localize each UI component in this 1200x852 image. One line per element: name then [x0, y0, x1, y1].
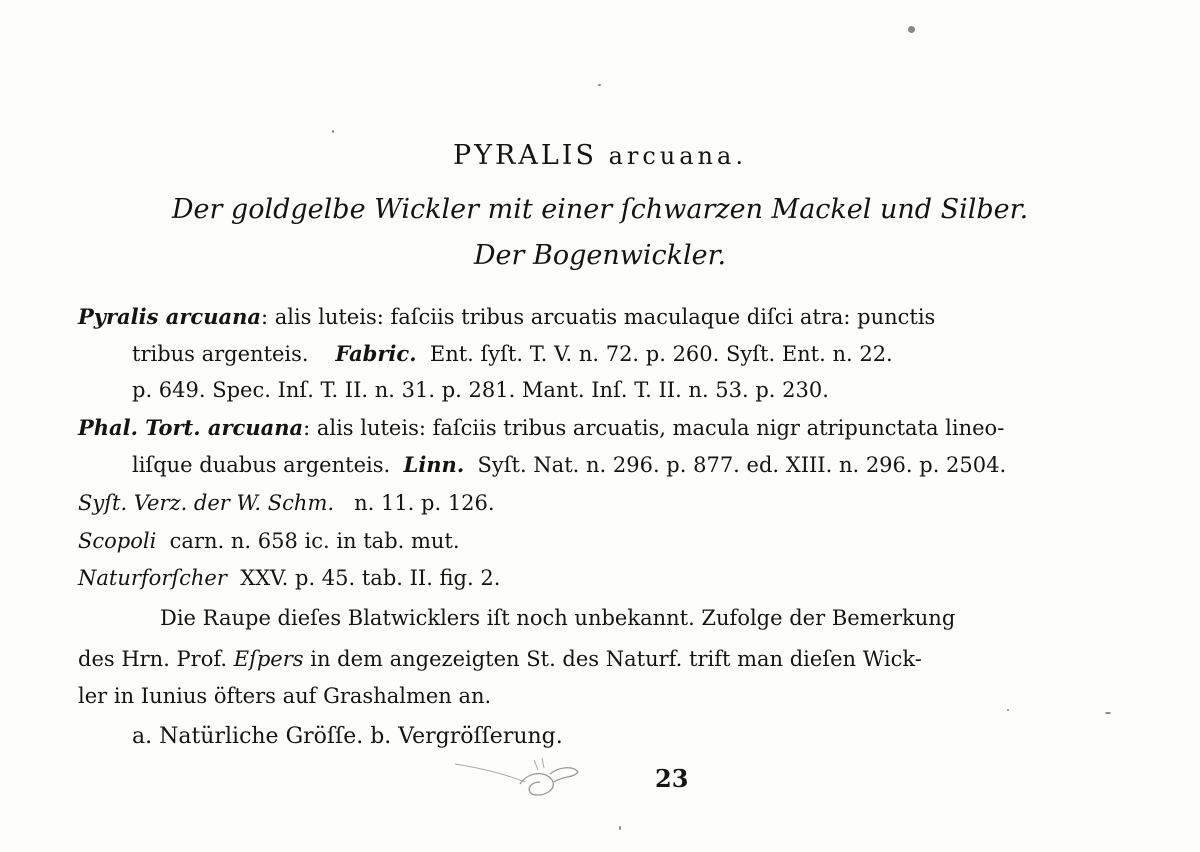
- paper-speck: [619, 826, 621, 830]
- author-linnaeus: Linn.: [403, 452, 465, 477]
- paragraph-line-3: ler in Iunius öfters auf Grashalmen an.: [78, 684, 492, 708]
- pencil-doodle-icon: [450, 752, 590, 812]
- german-name: Der goldgelbe Wickler mit einer ſchwarzen Mackel und Silber.: [171, 194, 1029, 225]
- paper-speck: [908, 26, 915, 33]
- author-fabricius: Fabric.: [335, 341, 417, 366]
- synonym-entry-5: [78, 566, 500, 590]
- synonym-description-cont: liſque duabus argenteis.: [132, 453, 391, 477]
- reference-text: Syſt. Nat. n. 296. p. 877. ed. XIII. n. 296. p. 2504.: [477, 453, 1007, 477]
- synonym-name: Pyralis arcuana: [78, 304, 261, 329]
- synonym-entry-1-line-2: [132, 341, 893, 366]
- page-number: 23: [655, 764, 689, 793]
- paragraph-line-2: [78, 647, 922, 671]
- synonym-entry-1-line-1: [78, 304, 935, 329]
- synonym-entry-2-line-2: [132, 452, 1006, 477]
- paper-speck: [1007, 709, 1009, 711]
- reference-text: n. 11. p. 126.: [354, 491, 495, 515]
- paper-speck: [332, 130, 334, 133]
- reference-text: Ent. ſyſt. T. V. n. 72. p. 260. Syſt. Ent. n. 22.: [429, 342, 893, 366]
- figure-caption: a. Natürliche Gröſſe. b. Vergröſſerung.: [132, 724, 563, 749]
- synonym-entry-1-line-3: p. 649. Spec. Inſ. T. II. n. 31. p. 281. Mant. Inſ. T. II. n. 53. p. 230.: [132, 378, 829, 402]
- synonym-description: : alis luteis: faſciis tribus arcuatis maculaque diſci atra: punctis: [260, 305, 936, 329]
- german-alt-name: Der Bogenwickler.: [473, 240, 727, 271]
- synonym-entry-4: [78, 529, 460, 553]
- synonym-entry-3: [78, 491, 495, 515]
- reference-text: carn. n. 658 ic. in tab. mut.: [169, 529, 460, 553]
- reference-title: Syſt. Verz. der W. Schm.: [78, 491, 335, 515]
- title-species: arcuana.: [608, 142, 747, 170]
- author-esper: Eſpers: [233, 647, 304, 671]
- paper-speck: [598, 84, 601, 86]
- reference-text: XXV. p. 45. tab. II. fig. 2.: [240, 566, 501, 590]
- reference-title: Scopoli: [78, 529, 157, 553]
- synonym-entry-2-line-1: [78, 415, 1004, 440]
- paragraph-line-1: Die Raupe dieſes Blatwicklers iſt noch unbekannt. Zufolge der Bemerkung: [160, 606, 956, 630]
- paragraph-text: des Hrn. Prof.: [78, 647, 228, 671]
- reference-title: Naturforſcher: [78, 566, 227, 590]
- paper-speck: [1105, 712, 1111, 714]
- page-title: [0, 140, 1200, 171]
- synonym-description-cont: tribus argenteis.: [132, 342, 309, 366]
- paragraph-text: in dem angezeigten St. des Naturf. trift man dieſen Wick-: [310, 647, 922, 671]
- title-genus: PYRALIS: [453, 140, 597, 171]
- synonym-name: Phal. Tort. arcuana: [78, 415, 304, 440]
- synonym-description: : alis luteis: faſciis tribus arcuatis, macula nigr atripunctata lineo-: [303, 416, 1005, 440]
